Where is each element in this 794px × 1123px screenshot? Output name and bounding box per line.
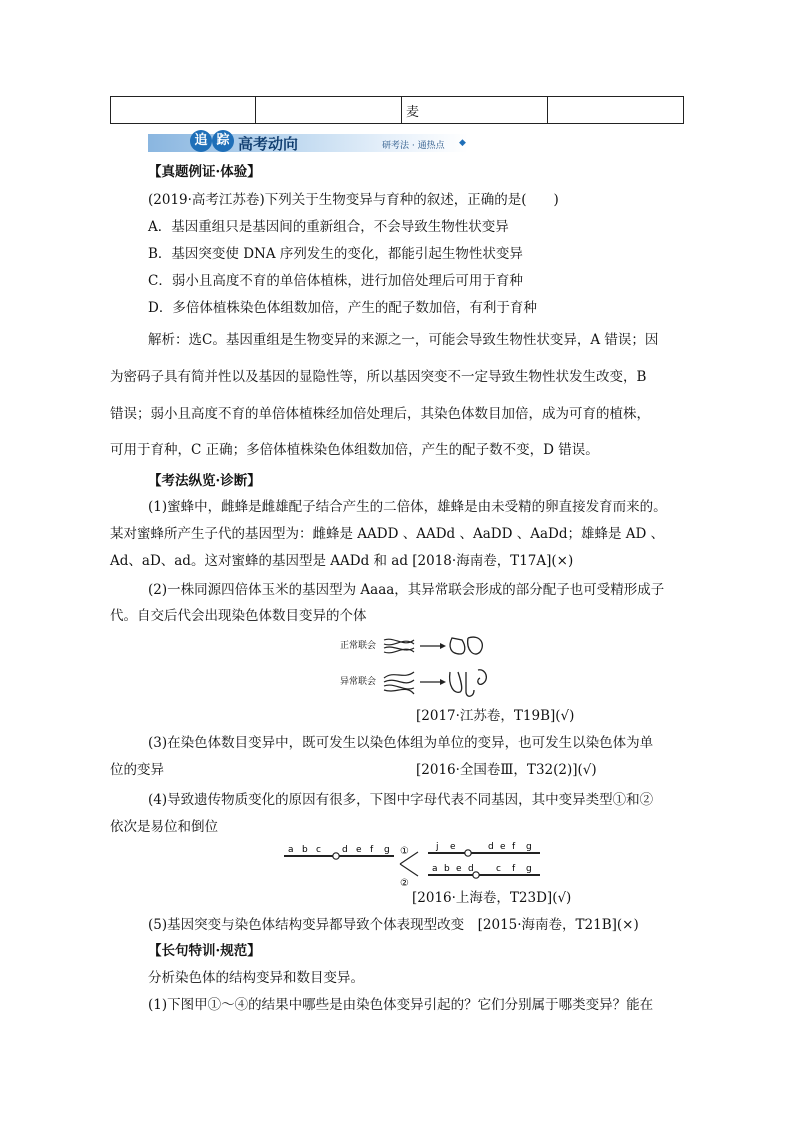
centromere-icon	[465, 850, 471, 856]
diamond-icon: ◆	[459, 138, 466, 148]
gene-label: c	[496, 864, 501, 874]
chromosome-result-1	[428, 842, 540, 856]
chromosome-result-2	[428, 864, 540, 878]
item-line: Ad、aD、ad。这对蜜蜂的基因型是 AADd 和 ad [2018·海南卷，T17A](×)	[110, 553, 574, 569]
banner-title: 高考动向	[238, 135, 299, 153]
centromere-icon	[333, 853, 339, 859]
gene-label: f	[370, 845, 374, 855]
citation: [2016·上海卷，T23D](√)	[412, 890, 572, 906]
banner-char: 追	[190, 130, 212, 152]
item-line: (1)蜜蜂中，雌蜂是雌雄配子结合产生的二倍体，雄蜂是由未受精的卵直接发育而来的。	[148, 499, 667, 515]
gene-label: a	[432, 864, 438, 874]
chromosome-original	[284, 845, 394, 859]
chromosome-normal-icon	[384, 639, 414, 653]
centromere-icon	[473, 872, 479, 878]
label-normal: 正常联会	[340, 641, 377, 651]
option-d: D．多倍体植株染色体组数加倍，产生的配子数加倍，有利于育种	[148, 300, 537, 316]
arrow-icon	[420, 679, 446, 685]
gene-label: d	[468, 864, 474, 874]
table-cell: 麦	[402, 97, 548, 124]
table-row	[111, 97, 684, 124]
item-line: 位的变异	[110, 762, 164, 778]
label-abnormal: 异常联会	[340, 677, 377, 687]
option-b: B．基因突变使 DNA 序列发生的变化，都能引起生物性状变异	[148, 246, 523, 262]
item-line: (4)导致遗传物质变化的原因有很多，下图中字母代表不同基因，其中变异类型①和②	[148, 792, 654, 808]
item-line: 某对蜜蜂所产生子代的基因型为：雌蜂是 AADD 、AADd 、AaDD 、AaDd；雄蜂是 AD 、	[110, 526, 665, 542]
gene-label: e	[450, 842, 456, 852]
gene-label: j	[436, 842, 439, 852]
gene-label: g	[526, 842, 532, 852]
citation: [2017·江苏卷，T19B](√)	[416, 708, 575, 724]
analysis-line: 错误；弱小且高度不育的单倍体植株经加倍处理后，其染色体数目加倍，成为可育的植株，	[110, 406, 650, 422]
gene-label: d	[342, 845, 348, 855]
analysis-line: 为密码子具有简并性以及基因的显隐性等，所以基因突变不一定导致生物性状发生改变，B	[110, 369, 647, 385]
item-line: 代。自交后代会出现染色体数目变异的个体	[110, 608, 367, 624]
analysis-line: 可用于育种，C 正确；多倍体植株染色体组数加倍，产生的配子数不变，D 错误。	[110, 442, 599, 458]
section-heading: 【真题例证·体验】	[148, 164, 261, 180]
gene-label: c	[316, 845, 321, 855]
item-line: 依次是易位和倒位	[110, 819, 218, 835]
bivalent-ring-icon	[450, 637, 482, 654]
gene-label: b	[444, 864, 450, 874]
gene-label: a	[288, 845, 294, 855]
table-cell	[548, 97, 684, 124]
gene-label: e	[456, 864, 462, 874]
table-cell	[111, 97, 256, 124]
gene-label: e	[500, 842, 506, 852]
table-cell	[256, 97, 402, 124]
option-a: A．基因重组只是基因间的重新组合，不会导致生物性状变异	[148, 219, 509, 235]
item-line: (5)基因突变与染色体结构变异都导致个体表现型改变 [2015·海南卷，T21B](×)	[148, 917, 639, 933]
chromosome-mutation-figure	[282, 842, 544, 888]
option-c: C．弱小且高度不育的单倍体植株，进行加倍处理后可用于育种	[148, 273, 523, 289]
citation: [2016·全国卷Ⅲ，T32(2)](√)	[416, 762, 597, 778]
gene-label: f	[512, 864, 516, 874]
question-stem: (2019·高考江苏卷)下列关于生物变异与育种的叙述，正确的是( )	[148, 192, 559, 208]
long-question: (1)下图甲①～④的结果中哪些是由染色体变异引起的？它们分别属于哪类变异？能在	[148, 997, 654, 1013]
multivalent-icon	[450, 670, 487, 696]
variation-marker: ②	[400, 878, 409, 888]
variation-marker: ①	[400, 846, 409, 857]
synapsis-figure	[340, 632, 500, 700]
gene-label: g	[384, 845, 390, 855]
header-table	[110, 96, 684, 124]
gene-label: d	[488, 842, 494, 852]
gene-label: e	[356, 845, 362, 855]
section-heading: 【考法纵览·诊断】	[148, 473, 261, 489]
arrow-icon	[420, 643, 446, 649]
question-text: 下列关于生物变异与育种的叙述，正确的是( )	[264, 192, 559, 208]
item-line: (3)在染色体数目变异中，既可发生以染色体组为单位的变异，也可发生以染色体为单	[148, 735, 654, 751]
gene-label: b	[302, 845, 308, 855]
analysis-line: 解析：选C。基因重组是生物变异的来源之一，可能会导致生物性状变异，A 错误；因	[148, 332, 659, 348]
gene-label: f	[512, 842, 516, 852]
section-banner	[148, 130, 478, 156]
chromosome-abnormal-icon	[384, 672, 414, 694]
banner-char: 踪	[212, 130, 234, 152]
gene-label: g	[526, 864, 532, 874]
question-source: 2019·高考江苏卷	[153, 192, 260, 208]
section-heading: 【长句特训·规范】	[148, 943, 261, 959]
banner-subtitle: 研考法 · 通热点	[382, 141, 445, 151]
item-line: (2)一株同源四倍体玉米的基因型为 Aaaa，其异常联会形成的部分配子也可受精形成子	[148, 582, 665, 598]
long-intro: 分析染色体的结构变异和数目变异。	[148, 970, 364, 986]
